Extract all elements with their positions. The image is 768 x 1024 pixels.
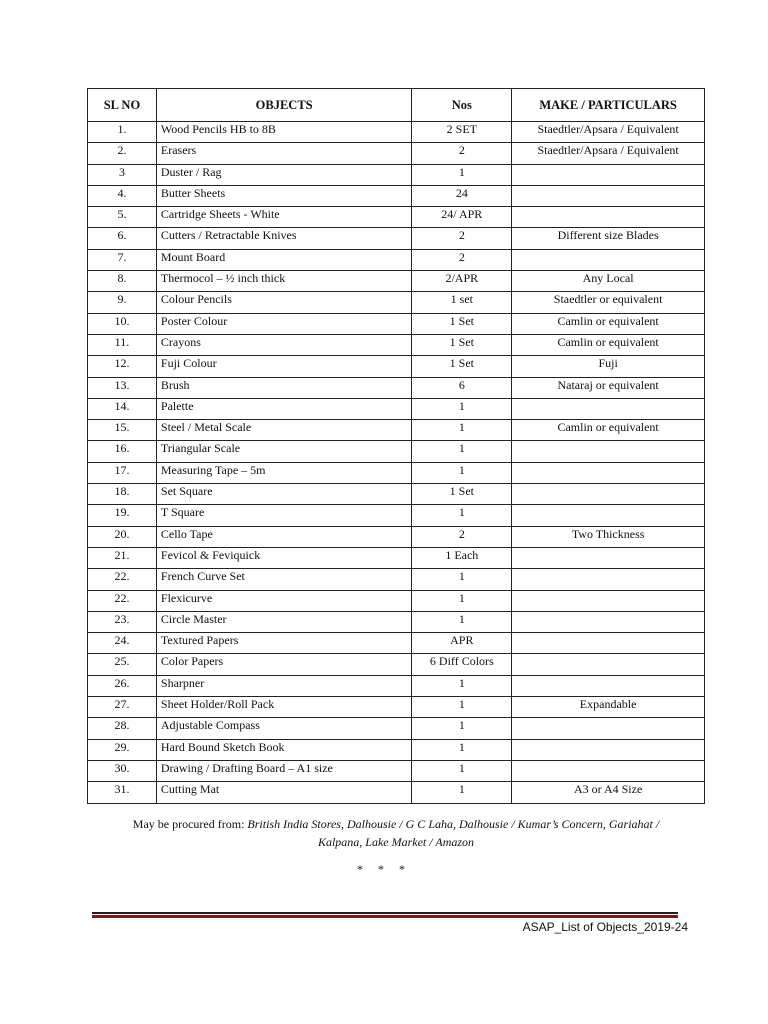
procure-lead: May be procured from: [132, 817, 242, 831]
row-object: Textured Papers: [156, 633, 412, 654]
row-make: Different size Blades: [512, 228, 705, 249]
row-nos: 1: [412, 760, 512, 781]
row-make: [512, 718, 705, 739]
row-make: Expandable: [512, 697, 705, 718]
row-make: [512, 207, 705, 228]
row-make: Staedtler/Apsara / Equivalent: [512, 143, 705, 164]
row-make: [512, 185, 705, 206]
row-sl-no: 10.: [88, 313, 157, 334]
table-row: [88, 313, 705, 334]
row-nos: 1: [412, 398, 512, 419]
header-sl-no: SL NO: [88, 89, 157, 122]
row-object: Triangular Scale: [156, 441, 412, 462]
row-make: [512, 505, 705, 526]
table-header-row: [88, 89, 705, 122]
row-object: Sharpner: [156, 675, 412, 696]
row-object: Erasers: [156, 143, 412, 164]
row-make: [512, 675, 705, 696]
table-row: [88, 590, 705, 611]
row-nos: 2: [412, 228, 512, 249]
row-object: Cartridge Sheets - White: [156, 207, 412, 228]
row-nos: 1 set: [412, 292, 512, 313]
table-row: [88, 505, 705, 526]
row-make: [512, 569, 705, 590]
footer-rule-red: [92, 915, 678, 918]
table-row: [88, 334, 705, 355]
row-nos: 6: [412, 377, 512, 398]
row-nos: 1: [412, 462, 512, 483]
table-row: [88, 569, 705, 590]
table-row: [88, 739, 705, 760]
procure-stores-line2: Kalpana, Lake Market / Amazon: [317, 835, 475, 849]
row-make: A3 or A4 Size: [512, 782, 705, 803]
row-make: [512, 249, 705, 270]
table-row: [88, 611, 705, 632]
row-sl-no: 31.: [88, 782, 157, 803]
row-sl-no: 19.: [88, 505, 157, 526]
row-object: Palette: [156, 398, 412, 419]
separator-stars: * * *: [357, 862, 411, 876]
row-make: Staedtler or equivalent: [512, 292, 705, 313]
row-make: [512, 654, 705, 675]
row-nos: 1: [412, 569, 512, 590]
table-row: [88, 249, 705, 270]
row-sl-no: 26.: [88, 675, 157, 696]
row-object: Fuji Colour: [156, 356, 412, 377]
row-object: Sheet Holder/Roll Pack: [156, 697, 412, 718]
row-nos: 1: [412, 611, 512, 632]
table-row: [88, 356, 705, 377]
row-sl-no: 14.: [88, 398, 157, 419]
header-nos: Nos: [412, 89, 512, 122]
row-make: [512, 547, 705, 568]
header-objects: OBJECTS: [156, 89, 412, 122]
row-object: Wood Pencils HB to 8B: [156, 122, 412, 143]
row-sl-no: 7.: [88, 249, 157, 270]
row-object: Cutting Mat: [156, 782, 412, 803]
row-object: T Square: [156, 505, 412, 526]
row-sl-no: 1.: [88, 122, 157, 143]
row-object: Adjustable Compass: [156, 718, 412, 739]
table-row: [88, 377, 705, 398]
row-sl-no: 4.: [88, 185, 157, 206]
row-nos: 1: [412, 675, 512, 696]
row-nos: 1 Each: [412, 547, 512, 568]
table-row: [88, 547, 705, 568]
row-sl-no: 8.: [88, 271, 157, 292]
table-row: [88, 185, 705, 206]
table-row: [88, 441, 705, 462]
row-make: [512, 611, 705, 632]
row-nos: 1 Set: [412, 484, 512, 505]
row-sl-no: 30.: [88, 760, 157, 781]
row-nos: 1: [412, 505, 512, 526]
row-nos: 1: [412, 590, 512, 611]
row-nos: 24: [412, 185, 512, 206]
table-row: [88, 675, 705, 696]
row-object: Crayons: [156, 334, 412, 355]
row-make: [512, 462, 705, 483]
header-make: MAKE / PARTICULARS: [512, 89, 705, 122]
table-row: [88, 633, 705, 654]
row-sl-no: 3: [88, 164, 157, 185]
row-sl-no: 21.: [88, 547, 157, 568]
row-nos: 2: [412, 249, 512, 270]
row-make: [512, 633, 705, 654]
row-object: French Curve Set: [156, 569, 412, 590]
row-sl-no: 18.: [88, 484, 157, 505]
row-sl-no: 16.: [88, 441, 157, 462]
row-make: [512, 164, 705, 185]
table-row: [88, 654, 705, 675]
row-make: [512, 590, 705, 611]
row-sl-no: 13.: [88, 377, 157, 398]
row-make: [512, 398, 705, 419]
row-object: Cutters / Retractable Knives: [156, 228, 412, 249]
row-nos: 2 SET: [412, 122, 512, 143]
footer-text: ASAP_List of Objects_2019-24: [522, 920, 688, 934]
row-sl-no: 29.: [88, 739, 157, 760]
table-row: [88, 782, 705, 803]
row-nos: 1: [412, 697, 512, 718]
row-make: [512, 484, 705, 505]
row-nos: 6 Diff Colors: [412, 654, 512, 675]
footer-rule-dark: [92, 912, 678, 914]
row-make: Two Thickness: [512, 526, 705, 547]
row-nos: 2: [412, 143, 512, 164]
row-object: Color Papers: [156, 654, 412, 675]
row-object: Circle Master: [156, 611, 412, 632]
table-row: [88, 271, 705, 292]
row-make: Fuji: [512, 356, 705, 377]
row-sl-no: 20.: [88, 526, 157, 547]
table-row: [88, 718, 705, 739]
row-nos: 1: [412, 441, 512, 462]
row-make: Any Local: [512, 271, 705, 292]
row-object: Poster Colour: [156, 313, 412, 334]
row-make: [512, 739, 705, 760]
table-row: [88, 292, 705, 313]
table-row: [88, 462, 705, 483]
procure-colon: :: [241, 817, 248, 831]
row-nos: 24/ APR: [412, 207, 512, 228]
table-row: [88, 484, 705, 505]
row-make: [512, 760, 705, 781]
row-sl-no: 6.: [88, 228, 157, 249]
row-nos: 2/APR: [412, 271, 512, 292]
row-sl-no: 22.: [88, 569, 157, 590]
row-object: Cello Tape: [156, 526, 412, 547]
row-nos: 1: [412, 718, 512, 739]
table-row: [88, 207, 705, 228]
row-nos: 1 Set: [412, 356, 512, 377]
row-object: Set Square: [156, 484, 412, 505]
row-sl-no: 11.: [88, 334, 157, 355]
table-row: [88, 122, 705, 143]
table-row: [88, 143, 705, 164]
row-object: Fevicol & Feviquick: [156, 547, 412, 568]
row-object: Thermocol – ½ inch thick: [156, 271, 412, 292]
row-sl-no: 27.: [88, 697, 157, 718]
procurement-note: [87, 815, 705, 851]
table-row: [88, 164, 705, 185]
row-object: Mount Board: [156, 249, 412, 270]
objects-table: [87, 88, 705, 804]
row-make: Camlin or equivalent: [512, 334, 705, 355]
row-sl-no: 22.: [88, 590, 157, 611]
row-nos: 1: [412, 739, 512, 760]
row-sl-no: 12.: [88, 356, 157, 377]
row-sl-no: 17.: [88, 462, 157, 483]
row-nos: 1: [412, 420, 512, 441]
row-object: Hard Bound Sketch Book: [156, 739, 412, 760]
row-make: Staedtler/Apsara / Equivalent: [512, 122, 705, 143]
row-sl-no: 15.: [88, 420, 157, 441]
row-make: Camlin or equivalent: [512, 420, 705, 441]
row-nos: 1 Set: [412, 334, 512, 355]
row-nos: 1: [412, 782, 512, 803]
table-row: [88, 228, 705, 249]
row-sl-no: 9.: [88, 292, 157, 313]
row-make: [512, 441, 705, 462]
row-sl-no: 25.: [88, 654, 157, 675]
table-row: [88, 760, 705, 781]
row-sl-no: 28.: [88, 718, 157, 739]
row-nos: APR: [412, 633, 512, 654]
row-object: Duster / Rag: [156, 164, 412, 185]
row-make: Camlin or equivalent: [512, 313, 705, 334]
row-sl-no: 23.: [88, 611, 157, 632]
procure-stores-line1: British India Stores, Dalhousie / G C Laha, Dalhousie / Kumar’s Concern, Gariahat /: [247, 817, 660, 831]
row-sl-no: 24.: [88, 633, 157, 654]
row-object: Drawing / Drafting Board – A1 size: [156, 760, 412, 781]
row-nos: 1: [412, 164, 512, 185]
row-nos: 2: [412, 526, 512, 547]
row-object: Measuring Tape – 5m: [156, 462, 412, 483]
table-row: [88, 420, 705, 441]
row-object: Butter Sheets: [156, 185, 412, 206]
row-nos: 1 Set: [412, 313, 512, 334]
table-row: [88, 526, 705, 547]
row-object: Brush: [156, 377, 412, 398]
row-object: Colour Pencils: [156, 292, 412, 313]
table-row: [88, 697, 705, 718]
row-sl-no: 2.: [88, 143, 157, 164]
row-sl-no: 5.: [88, 207, 157, 228]
row-make: Nataraj or equivalent: [512, 377, 705, 398]
row-object: Flexicurve: [156, 590, 412, 611]
row-object: Steel / Metal Scale: [156, 420, 412, 441]
table-row: [88, 398, 705, 419]
